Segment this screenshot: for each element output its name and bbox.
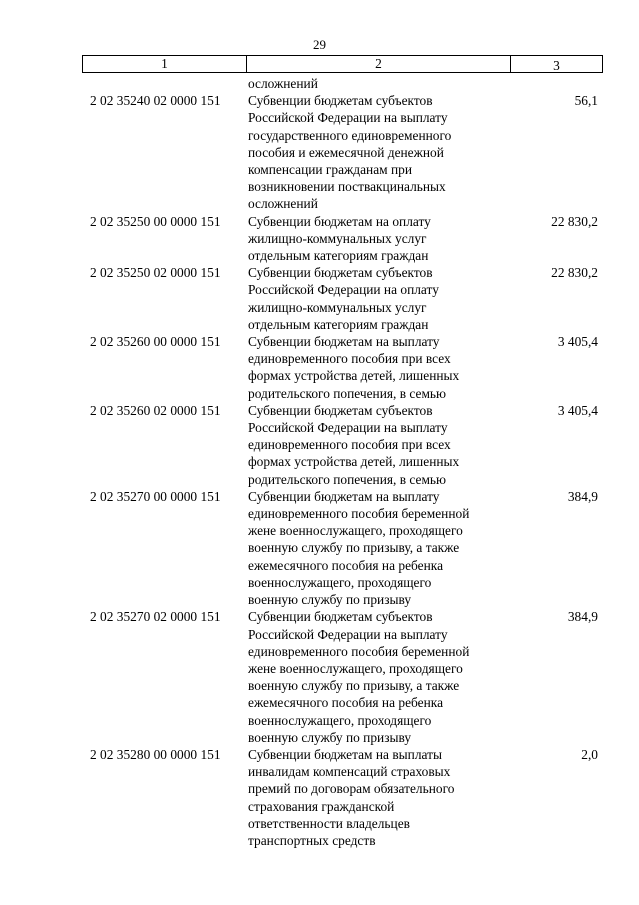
row-amount: 3 405,4 xyxy=(557,334,598,350)
row-name: осложнений xyxy=(248,76,318,91)
row-amount: 2,0 xyxy=(581,746,598,762)
row-amount: 3 405,4 xyxy=(557,402,598,418)
table-row xyxy=(0,488,639,608)
row-amount: 56,1 xyxy=(574,93,598,109)
page-number: 29 xyxy=(313,37,326,52)
table-header xyxy=(82,55,603,73)
row-amount: 22 830,2 xyxy=(551,213,598,229)
table-row xyxy=(0,402,639,488)
row-code: 2 02 35240 02 0000 151 xyxy=(90,93,221,109)
row-name: Субвенции бюджетам на выплату единовременного пособия при всех формах устройства детей, лишенных родительского попечения, в семью xyxy=(248,334,460,401)
row-name: Субвенции бюджетам на выплату единовременного пособия беременной жене военнослужащего, проходящего военную службу по призыву, а также ежемесячного пособия на ребенка военнослужащего, проходящего военную службу по призыву xyxy=(248,488,470,608)
table-row xyxy=(0,75,639,92)
row-code: 2 02 35250 02 0000 151 xyxy=(90,265,221,281)
row-code: 2 02 35280 00 0000 151 xyxy=(90,746,221,762)
row-code: 2 02 35270 02 0000 151 xyxy=(90,609,221,625)
row-name: Субвенции бюджетам субъектов Российской Федерации на выплату единовременного пособия беременной жене военнослужащего, проходящего военную службу по призыву, а также ежемесячного пособия на ребенка военнослужащего, проходящего военную службу по призыву xyxy=(248,609,470,745)
table-row xyxy=(0,213,639,265)
row-code: 2 02 35270 00 0000 151 xyxy=(90,488,221,504)
row-name: Субвенции бюджетам на выплаты инвалидам компенсаций страховых премий по договорам обязательного страхования гражданской ответственности владельцев транспортных средств xyxy=(248,746,455,848)
table-row xyxy=(0,264,639,333)
row-amount xyxy=(510,75,598,92)
row-code: 2 02 35260 00 0000 151 xyxy=(90,334,221,350)
table-row xyxy=(0,333,639,402)
header-cell-col2: 2 xyxy=(247,56,511,72)
row-amount: 384,9 xyxy=(567,488,598,504)
table-row xyxy=(0,608,639,746)
table-row xyxy=(0,92,639,212)
row-name: Субвенции бюджетам субъектов Российской Федерации на оплату жилищно-коммунальных услуг отдельным категориям граждан xyxy=(248,265,439,332)
row-name: Субвенции бюджетам субъектов Российской Федерации на выплату единовременного пособия при всех формах устройства детей, лишенных родительского попечения, в семью xyxy=(248,402,460,487)
header-cell-col1: 1 xyxy=(83,56,247,72)
row-code: 2 02 35250 00 0000 151 xyxy=(90,213,221,229)
table-body xyxy=(0,75,639,849)
table-row xyxy=(0,746,639,849)
row-amount: 22 830,2 xyxy=(551,265,598,281)
row-amount: 384,9 xyxy=(567,609,598,625)
header-cell-col3: 3 xyxy=(553,58,560,73)
row-code: 2 02 35260 02 0000 151 xyxy=(90,402,221,418)
row-code xyxy=(0,75,248,92)
row-name: Субвенции бюджетам на оплату жилищно-коммунальных услуг отдельным категориям граждан xyxy=(248,213,431,264)
row-name: Субвенции бюджетам субъектов Российской Федерации на выплату государственного единовременного пособия и ежемесячной денежной компенсации гражданам при возникновении поствакцинальных осложнений xyxy=(248,93,452,212)
